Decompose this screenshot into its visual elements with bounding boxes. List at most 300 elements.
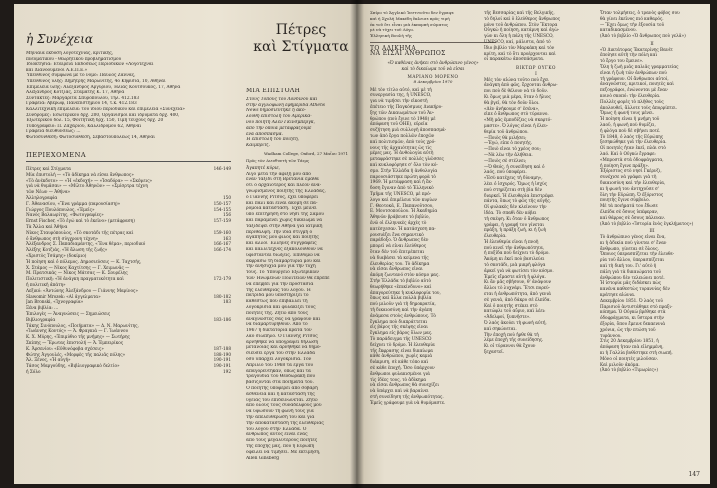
toc-entry-title: Κ. Χ. Μύρης, «Ἐπιμύθιο τῆς μνήμης» — Σωτήρης (26, 334, 130, 340)
article-intro-line: ἀπὸ τὴν ὁποία μεταφράζουμε (246, 125, 312, 131)
col3-body1-line: ἐλπίδα σὲ ὅσους ὑπέφεραν, (600, 209, 659, 214)
publisher-info (26, 51, 231, 141)
toc-entry-pages: 150-157 (213, 200, 231, 206)
publisher-line: Καλλιτεχνικὴ ἐπιμέλεια: τοῦ ἴδιου περιοδικοῦ καὶ ἐπιμέλεια «Συνέχεια» (26, 106, 185, 112)
col1-body-line: νὰ διαβάσει τὰ κείμενα τῆς (370, 254, 429, 260)
col1-body-line: λογο καὶ ἐπιμέλεια τῶν κυρίων (370, 196, 437, 202)
article-body-line: ἀναγνῶστες σας νὰ γράψουν καὶ (246, 316, 321, 322)
toc-entry-title: Βιβλιογραφία (26, 316, 56, 322)
publisher-line: Τυπογραφεῖο: Π. Ζαχαρίου, Καλλιδρόμου 62, Ἀθῆναι (26, 123, 142, 129)
toc-entry-pages: 192 (223, 368, 231, 374)
article-body-line: τὴν ἀνησυχία μου γιὰ τὴν τύχη (246, 264, 316, 270)
col1-body-line: Ἐμεῖς γράφουμε γιὰ νὰ θυμόμαστε. (370, 399, 446, 405)
col2-top-line: Οὐγκὼ ἡ ποίηση, κατάρνη καὶ ἀγὼ- (484, 27, 560, 33)
article-body-line: ἀγαπητός μου φίλος καὶ ποιητὴς (246, 235, 319, 241)
col3-body1-line: Μὲ τὰ ποιήματά του ἔδωσε (600, 203, 658, 209)
article-letter (246, 88, 348, 461)
article-body-line: ποιητές της. Ζητῶ ἀπὸ τοὺς (246, 310, 308, 316)
article-intro-line: νοῦ ποιητῆ Ἄλεν Γκίνσμπεργκ, (246, 119, 316, 125)
article-intro-line: Στοὺς Τόπους τοῦ Λονδίνου καὶ (246, 96, 318, 102)
col1-body-line: Γ. Θεοτοκᾶ, Ε. Παπανοῦτσου, (370, 202, 434, 208)
article-body-line: ἀπαγορεύτηκαν, ὅπως καὶ τὰ (246, 368, 312, 374)
col1-body-line: ἐνῶ οἱ ἑλληνικὲς ἀρχὲς τὸ (370, 220, 427, 226)
col3-body-2 (600, 234, 704, 373)
col2-body-line: Κι οἱ τύραννοι θὰ ἔχουν (484, 343, 536, 349)
col2-body-line: ἡ πυξίδα ποὺ δείχνει τὸ δρόμο. (484, 250, 550, 256)
col2-body-line: λέει ὁ ἰσχυρός. Ὅμως ἡ ἰσχὺς (484, 180, 548, 186)
col1-body-line: εἰς βάρος τῆς σκέψης εἶναι (370, 324, 428, 330)
toc-entry-pages: 150 (223, 194, 231, 200)
col2-body-line: —Ὁ Θεός, ἡ συνείδηση καὶ ὁ (484, 163, 545, 169)
right-column-3 (600, 10, 704, 373)
article-body-line: Ὁ ποιητὴς ὑποφέρει ἀπὸ σοβαρὴ (246, 386, 318, 392)
article-body-line: τῶν Ἡνωμένων Πολιτειῶν θὰ ἔπρεπε (246, 275, 330, 281)
magazine-title: ἡ Συνέχεια (26, 32, 94, 46)
left-page (14, 4, 356, 484)
article-recipient: Πρὸς τὸν Διευθυντὴ τῶν Τάιμς (246, 158, 310, 164)
col2-body-line: «Μὴ μᾶς ἐμποδίζεις νὰ σκεφτό- (484, 117, 552, 123)
toc-entry-title: Λεξικό: «Ἀντώνης Ἀλεξάνδρου — Γιάννης Μαρίνος» (26, 287, 138, 293)
article-body-line: ὅτι ὁ ἀρχαιότερος καὶ πλέον ἀνα- (246, 183, 322, 189)
col1-body-line: στὴ συνείδηση τῆς ἀνθρωπότητας. (370, 393, 444, 399)
toc-entry-pages: 172-179 (213, 276, 231, 282)
toc-entry-pages: 166-174 (213, 247, 231, 253)
article-body-line: νὰ ὑψώσουν τὴ φωνή τους γιὰ (246, 409, 314, 415)
col1-body-line: ἀκόμη ζωντανό στὸν κόσμο μας. (370, 272, 440, 278)
article-intro-line: Καὶμπριτζ. (246, 143, 271, 149)
col1-body-line: θρώπου (ποὺ ἔγινε τὸ 1948) μὲ (370, 115, 436, 121)
toc-entry-title: Γιώργος Πουλόπουλος, «Ἐμεῖς» (26, 206, 95, 212)
right-page (356, 4, 710, 484)
publisher-line: Ἰδιοκτησία: Ἑταιρεία Ἐκδόσεως Περιοδικῶν «Λογοτέχναι (26, 62, 154, 68)
col3-top-line: (Ἀπὸ τὸ βιβλίο «Ὁ ἄνθρωπος ποὺ γελᾶ») (600, 33, 686, 39)
toc-entry-title: Ἀλ. Ξένος, «Ἡ αὐγή» (26, 357, 71, 363)
col1-body-line: ἄνθρωποι φυλακισμένοι γιὰ (370, 370, 430, 376)
article-body-line: ὅσο ὑπάρχει λογοκρισία. Τὸν (246, 357, 312, 363)
toc-entry-pages: 180-182 (213, 293, 231, 299)
col2-body-line: Καὶ ὁ ποιητὴς στέκει στὸ (484, 302, 538, 308)
col1-dateline: 8 Δεκεμβρίου 1970 (413, 79, 453, 85)
article-body-line: Ἀπρίλιο τοῦ 1968 τὰ ἔργα του (246, 362, 314, 368)
publisher-line: Ὑπεύθυνος σύμφωνα μὲ τὸ νόμο: Παῦλος Ζάννας, (26, 73, 136, 79)
col3-body-1 (600, 47, 704, 227)
article-body-line: σιεύσει ἔργα του στὴν Ἑλλάδα (246, 351, 316, 357)
col1-author: ΜΑΡΙΑΝΟ ΜΟΡΕΝΟ (407, 73, 459, 79)
col1-body-line: σμο. Στὴν Ἑλλάδα ἡ ἀνθολογία (370, 167, 438, 173)
book-gutter-shadow (350, 0, 364, 488)
col1-body-line: δοση ἔγιναν ἀπὸ τὸ Ἑλληνικὸ (370, 185, 434, 191)
col1-body-line: συνεργασία της, ἡ UNESCO, (370, 92, 432, 98)
col2-body-line: Κι ὅμως μιὰ μέρα, ὅταν ὁ ἥλιος (484, 93, 551, 99)
article-body-line: τὴν ἀποκατάσταση τῆς ἐλευθερίας (246, 420, 324, 426)
publisher-line: καὶ Διανοούμενοι Α.Ε.Π.Ε.» (26, 67, 88, 73)
col1-quote-line: καὶ τὸ δικαίωμα τοῦ νὰ εἶσαι (401, 65, 465, 71)
col2-body-line: πράξη, ἡ πράξη ζωή, κι ἡ ζωὴ (484, 227, 547, 233)
col1-body-line: νὰ ὑπάρχει καὶ νὰ βαραίνει (370, 388, 429, 394)
col3-top-line: καταδικασμένου. (600, 27, 637, 33)
col1-body-line: ποὺ μιλοῦν γιὰ τὴ δημοκρατία, (370, 301, 436, 307)
article-body-line: τῆς ἐποχῆς μας, ποὺ ἡ Εὐρώπη (246, 444, 315, 450)
article-body-line: νὰ διαμαρτυρηθοῦν. Ἀπὸ τὸ (246, 322, 308, 328)
col1-body-line: ἔγκλημα ποὺ διαπράττεται (370, 318, 428, 324)
article-body-line: τους. Τὸ Ὑπουργεῖο Ἐξωτερικῶν (246, 270, 319, 276)
col1-body-line: ἔγκλημα εἰς βάρος ὅλων μας. (370, 330, 433, 336)
col1-body-line: ἀνάμεσα στοὺς ἀνθρώπους. Τὸ (370, 312, 436, 318)
col2-body-line: —Ποιὸς θὰ μιλήσει; (484, 134, 527, 140)
article-place-date: Wadham College, Oxford, 27 Μαΐου 1971 (263, 150, 348, 156)
toc-entry-title: Νανὸς Βαλαωρίτης, «Φωτογραφίες» (26, 212, 104, 218)
article-body-line: ταξιδέψει στὴν Ἀθήνα γιὰ ἰατρική (246, 223, 323, 229)
col1-body (370, 87, 496, 406)
col3-body2-line: Ἡ ἱστορία μᾶς διδάσκει πὼς (600, 280, 661, 286)
col1-body-line: διάκριση, σὲ κάθε τόπο καὶ (370, 359, 429, 365)
col2-body-line: ποὺ κινεῖ τὴν ἀνθρωπότητα, (484, 244, 545, 250)
toc-entry-title: Νίκος Σταυρόπουλος, «Τὸ σκοτάδι τῆς πέτρας καὶ (26, 229, 134, 235)
col3-body2-line: ὁδοφράγματα, κι ὕστερα στὴν (600, 315, 664, 321)
article-body-line: πατρίδα μου ὑποστηρίζει τὸ (246, 293, 309, 299)
col2-body-line: Τὴν ἐποχὴ ποὺ ἦρθε θὰ τὴ (484, 331, 539, 337)
article-intro-line: Ἡ ἐπιστολή τοῦ ποιητῆ, (246, 137, 300, 143)
col1-body-line: μέρες μας. Ἡ ἀνθολογία αὐτὴ (370, 150, 434, 156)
col1-body-line: ὅταν δὲν τοῦ ἐπιτρέπεται (370, 249, 425, 254)
publisher-line: Ἐξωτερικοῦ δολ. 15, Φοιτητικὴ δρχ. 150, Τιμὴ τεύχους δρχ. 20 (26, 118, 164, 124)
article-body-line: καὶ παραμένει χωρὶς δικαίωμα νὰ (246, 217, 323, 223)
col1-body-line: ρουσιάζει ἕνα σημαντικὸ (370, 231, 424, 237)
toc-entry-title: Μία ἐπιστολή — «Τὸ ἀδίκημα νὰ εἶσαι ἄνθρωπος» (26, 171, 134, 177)
col1-body-line: τὴ δικαιοσύνη καὶ τὴν ἀγάπη (370, 306, 433, 312)
col3-body1-line: εἶναι ἡ ζωὴ τῶν ἀνθρώπων ποὺ (600, 69, 667, 75)
col1-body-line: τῆς ἔκφρασης εἶναι δικαίωμα (370, 347, 434, 353)
col1-top-line: καὶ ἡ Σχολὴ Μακέδη ἔκλεισε πρὸς τιμὴ (370, 15, 450, 21)
col3-body1-line: ἀναγνῶστες, κριτικοί, ποιητὲς καὶ (600, 81, 674, 87)
col1-body-line: ἐλευθερίας του. Τὸ ἀδίκημα (370, 260, 430, 266)
col2-top-line: οἱ παρακάτω ἀποσπάσματα. (484, 56, 545, 62)
col3-body1-line: ἐποίησε αὐτὴ τὴν πόλη καὶ (600, 52, 658, 58)
toc-entry-title: ὁ ἄνθρωπος στὴ σύγχρονη τέχνη» (26, 235, 99, 241)
col1-body-line: κατέσχεσαν. Ἡ κατάσχεση πα- (370, 225, 436, 231)
toc-entry-title: Σκίπης — Ἔρωτας ἐπιστολή — Ἀ. Ἐμπειρίκος (26, 339, 124, 345)
col2-body-line: Ἡ ἐλευθερία εἶναι ἡ πνοὴ (484, 238, 539, 244)
col2-body (484, 77, 588, 355)
col3-body2-line: ἀπόφαση ἦταν πιὰ εἰλημμένη, (600, 344, 664, 350)
publisher-line: Συντάκτες: Μαργαρίτα Σπυροπούλου, Τηλ. 412.183 (26, 95, 140, 101)
col1-body-line: Ἀθηνῶν βράβευσε τὸ βιβλίο, (370, 214, 430, 220)
article-salutation: Ἀγαπητέ κύριε, (246, 165, 281, 171)
col1-body-line: σὲ κάθε ἐποχή. Ὅσο ὑπάρχουν (370, 364, 435, 370)
col3-body2-line: ἀνθρώπου δὲν τελειώνει ποτέ. (600, 274, 665, 280)
article-body-line: τοῦ λόγου στὴν Ἑλλάδα. Ὁ (246, 426, 307, 432)
toc-entry-title: «Ἰωάννης Κοντός» — Ἀ. Φραγκιά — Γ. Ἰωάννου (26, 328, 129, 334)
col1-quote (370, 60, 496, 72)
col2-top-text (484, 10, 588, 62)
toc-entry (26, 369, 231, 375)
divider (370, 42, 496, 43)
col2-top-line: τῆς Βεσσαρίας καὶ τῆς Βελγικῆς, (484, 10, 555, 15)
article-body-line: λαὸ σιωπηλό. Ὁ Γιάννης Ρίτσος (246, 333, 318, 339)
col3-body2-line: κανένα καθεστὼς τυραννίας δὲν (600, 286, 670, 292)
col2-body-line: Οἱ φυλακὲς δὲν κλείνουν τὴν (484, 204, 547, 210)
col3-body2-line: κόπημα. Ὁ Οὐγκὼ βρέθηκε στὰ (600, 309, 666, 315)
toc-entry-title: τῶν Νέων — Ἀθήνα» (26, 189, 71, 195)
toc-entry-pages: 157-159 (213, 218, 231, 224)
publisher-line: Φωτοσύνθεση: Φωτοσύνθεση, Σεβαστουπόλεως 14, Ἀθῆναι (26, 134, 155, 140)
right-column-1 (370, 10, 496, 406)
col1-top-line: Σπίρο τὸ Ἀγγλικὸ Ἰνστιτοῦτο δεν ἔγραψε (370, 10, 454, 15)
article-body (246, 172, 348, 462)
col2-body-line: ἰδέα. Τὸ σπαθὶ δὲν κόβει (484, 209, 537, 215)
page-title-line: Πέτρες (275, 22, 327, 38)
col3-body1-line: ποιητὴς ἔγινε σύμβολο. (600, 197, 650, 203)
col1-body-line: ξης τῶν Δικαιωμάτων τοῦ Ἀν- (370, 109, 435, 115)
article-body-line: ὑφίστανται διώξεις. Ἐπιθυμῶ νὰ (246, 252, 320, 258)
col2-body-line: ξεχαστεῖ. (484, 349, 505, 355)
article-body-line: ἕναν ταξίδι στὴ Βρετανία ἔμαθα (246, 177, 319, 183)
toc-entry-pages: 166-167 (213, 241, 231, 247)
col2-body-line: εἶπε ὁ ἄνθρωπος στὸ τύραννο. (484, 111, 549, 117)
col3-body1-line: ἡ φλόγα ποὺ δὲ σβήνει ποτέ. (600, 127, 661, 133)
col3-body1-line: «Μπροστὰ στὰ ὁδοφράγματα, (600, 156, 664, 162)
col3-body1-line: Ὅμως ἡ φωνή τους μένει. (600, 110, 655, 116)
article-body-line: λογοκρισία καὶ φυλακίζει τοὺς (246, 304, 316, 310)
col2-body-line: «Δὲν ἀνήκουμε σ' ἐσένα», (484, 105, 540, 111)
toc-entry-title: Μ. Πρατσικάς — Νίκος Μάτσας — Κ. Σουρέλης (26, 270, 128, 276)
col2-body-line: —Νὰ λέω τὴν ἀλήθεια. (484, 151, 533, 157)
article-intro (246, 97, 348, 149)
col1-body-line: μεταφράστηκε σὲ πολλὲς γλῶσσες (370, 156, 444, 162)
col2-top-line: κρίτη, καὶ τὸ ὅτι προέρχονται καὶ (484, 50, 556, 56)
col3-body2-line: Ὅποιος ὑπερασπίζεται τὴν ἐλευθε- (600, 251, 675, 257)
toc-entry-title: Ἀλληλογραφία (26, 194, 58, 200)
col2-body-line: τὸ σκοτάδι, μιὰ μικρὴ φλόγα (484, 262, 546, 268)
col3-body1-line: «Ὁ Δικτάτορας Ἐκατερίνης Βανέτ (600, 46, 673, 52)
col2-body-line: Ὁ λαὸς ἀκούει τὴ φωνὴ αὐτή, (484, 320, 547, 326)
toc-entry-title: Γ. Ἀθανασίου, «Ἕνα γράμμα (παρουσίαση)» (26, 200, 121, 206)
col1-body-line: νὰ εἶσαι ἄνθρωπος εἶναι (370, 266, 423, 272)
col3-top-line: — Ἔχει ὅμως τὴν ἐξουσία τοῦ (600, 21, 665, 27)
col1-quote-line: «Ὁ καθένας ἀνήκει στὸ ἀνθρώπινο γένος» (387, 59, 479, 65)
toc-heading: ΠΕΡΙΕΧΟΜΕΝΑ (26, 151, 231, 162)
col1-body-line: νὰ εἶσαι ἄνθρωπος θὰ συνεχίζει (370, 382, 439, 388)
toc-entry-title: γιὰ νὰ θυμᾶσαι» — «Μίλτο Ἀθηνῶν» — «Σμίσρτρα τέχνη (26, 183, 148, 189)
toc-entry-title: ἡ Σόλο (26, 368, 41, 374)
col1-body-line: καὶ κυκλοφόρησε σ' ὅλο τὸν κό- (370, 162, 438, 168)
toc-entry-title: Πέτρες καὶ Στίγματα (26, 166, 71, 171)
col2-body-line: τὴ σκέψη. Κι ὅταν ὁ ἄνθρωπος (484, 215, 550, 221)
toc-entry-pages: 183-186 (213, 316, 231, 322)
col2-top-line: γὼν κι ὅλη ἡ πάλη τῆς UNESCO, (484, 33, 554, 39)
publisher-line: Ὑπεύθυνος ὕλης: Δημήτρης Μαρωνίτης, 4ο Κηφισιά, 10, Ἀθῆναι (26, 78, 166, 84)
page-title (246, 22, 356, 56)
article-body-line: τὴν ἀπελευθέρωσή του καὶ γιὰ (246, 415, 315, 421)
col1-top-line: ἐκ τοῦ ὅτι εἶναι μιὰ ἐκπομπὴ σώματος (370, 21, 449, 27)
publisher-line: Γραφεῖα: Ἀβέρωφ, Πανεπιστημίου 14, τ.κ. 412.183 (26, 101, 137, 107)
col3-body1-line: τὴ γράφουν. Οἱ ἄνθρωποι αὐτοί, (600, 75, 669, 81)
article-body-line: γνωρισμένος ποιητής τῆς Ἑλλάδας, (246, 188, 326, 194)
article-body-line: ἄνθρωπος αὐτὸς εἶναι ἕνας (246, 432, 308, 438)
article-body-line: καὶ ἄλλοι Ἕλληνες συγγραφεῖς (246, 241, 317, 247)
publisher-line: Μηνιαία ἔκδοση λογοτεχνίας, κριτικῆς, (26, 51, 114, 56)
col2-body-line: —Ποιὸ εἶναι τὸ χρέος σου; (484, 146, 541, 152)
col1-body-line: μπορεῖ νὰ εἶναι ἐλεύθερος (370, 243, 427, 249)
col3-body2-line: Τὸ ἀνθρώπινο γένος εἶναι ἕνα, (600, 234, 666, 240)
col2-body-line: ἐλευθερία. (484, 233, 507, 239)
col3-section-2: III (649, 228, 655, 234)
toc-entry-title: Ἀλέξης Κοτζιάς, «Ἡ ἅλωση τῆς ζωῆς» (26, 247, 108, 253)
toc-entry-title: Ξένα βιβλία: ... (26, 305, 59, 311)
col3-body2-line: Μόνο οἱ ποιητὲς μιλοῦσαν. (600, 355, 659, 361)
col2-body-line: ἀνάγκη ἀπὸ φῶς, ἔρχονται ἄνθρω- (484, 82, 558, 88)
col3-body1-line: Οἱ ποιητὲς ἦταν ἐκεῖ, πλάι στὸ (600, 145, 666, 151)
toc-entry-title: Ἀλέξανδρος Σ. Παπαδιαμάντης, «Ἕνα θέμα», περιοδικό (26, 241, 146, 247)
publisher-line: πνευματικοῦ - θεωρητικοῦ προβληματισμοῦ (26, 56, 122, 62)
col3-body1-line: Ὅλη ἡ ζωὴ μιᾶς παλιᾶς γραμματείας (600, 64, 679, 70)
toc-entry-title: Φώτης Ἀγγουλές, «Μορφὲς τῆς παλιᾶς πόλης» (26, 351, 126, 357)
article-body-line: ἀσθένεια καὶ ἡ κατάσταση τῆς (246, 391, 315, 397)
col3-body1-line: δικαιοσύνη καὶ τὴν ἐλευθερία, (600, 180, 666, 186)
toc-entry-title: «Χριστὸς Τσάμης» (δοκίμιο) (26, 252, 87, 258)
article-body-line: ὁ Γιάννης Ρίτσος, ἔχει ὑποφέρει (246, 194, 319, 200)
toc-entry-title: Τὰ Ἄλλα καὶ Ἀθήνα (26, 223, 68, 229)
article-body-line: ὀφείλει νὰ τιμήσει. Μὲ ἐκτίμηση, (246, 449, 321, 455)
col3-body2-line: τυράννου. (600, 332, 622, 338)
article-body-line: ἀπὸ ὅλους τοὺς συναδέλφους μου (246, 403, 322, 409)
toc-entry-title: Χ. Στάμος — Νίκος Καχτίτσης — Γ. Χειμωνᾶς — (26, 264, 130, 270)
col3-body1-line: καὶ θάρρος σὲ ὅσους πάλευαν. (600, 214, 666, 220)
col1-heading-line: ΝΑ ΕΙΣΑΙ ΑΝΘΡΩΠΟΣ (370, 50, 446, 58)
toc-entry-pages: 154-155 (213, 206, 231, 212)
article-intro-line: ἕνα ἀπόσπασμα. (246, 131, 283, 137)
col3-body1-line: πεζογράφοι, ἑνώνονται μὲ ἕναν (600, 87, 668, 93)
toc-entry-title: Κ. Ἀρσενίου: «Εὐθυνόφοβα σχέσεις» (26, 345, 104, 351)
publisher-line: Ἀλέξανδρος Κοτζιάς, Σταμάτης Κ. 17, Ἀθήνα (26, 90, 125, 96)
toc-entry-pages: 146-149 (213, 166, 231, 171)
article-body-line: Allen Ginsberg (246, 455, 280, 461)
col3-body2-line: Παρισιοῦ ἀντιστάθηκε στὸ πραξι- (600, 303, 673, 309)
col1-body-line: θεωρήθηκε «ἐπικίνδυνο» καὶ (370, 283, 432, 289)
col1-body-line: Τμῆμα τῆς UNESCO, μὲ πρό- (370, 191, 432, 197)
article-body-line: ἀρνήθηκε νὰ ὑπογράψει δήλωση (246, 339, 319, 345)
col2-top-line: μόνο τοῦ ἀνθρώπου. Στὸν Ἕκτορα (484, 21, 558, 27)
col3-body1-line: λαοῦ, ἡ φωνὴ ποὺ θυμίζει, (600, 122, 656, 128)
article-body-line: καὶ πάλι καὶ εἶναι ἀκόμη σὲ πα- (246, 200, 318, 206)
col3-body1-line: Ἡ ποίηση εἶναι ἡ μνήμη τοῦ (600, 116, 660, 122)
col3-section-1: II (650, 40, 654, 46)
col2-body-line: Ἀκόμη κι ἐκεῖ ποὺ βασιλεύει (484, 256, 545, 262)
article-body-line: ἀπὸ τοὺς μεγαλύτερους ποιητὲς (246, 438, 318, 444)
article-intro-line: News δημοσιεύτηκε ἡ ἀκό- (246, 108, 307, 114)
col2-section: Ι (535, 70, 537, 76)
toc-entry-title: Τάσος Μαργούδης, «Βιβλιογραφικὸ δελτίο» (26, 363, 120, 369)
col2-body-line: κατώφλι τοῦ αὔριο, καὶ λέει: (484, 308, 546, 314)
col3-body1-line: συνέχισε νὰ γράφει γιὰ τὴ (600, 174, 657, 180)
right-column-2 (484, 10, 588, 355)
col3-body2-line: καὶ τὴ δική του. Γι' αὐτὸ ἡ (600, 263, 657, 269)
col2-body-line: ἄλλοι τὸ λυχνάρι. Ἔτσι πορεύ- (484, 285, 550, 291)
article-body-line: ὑπὸ ἐπιτήρηση στὸ νησὶ τῆς Σάμου (246, 212, 324, 218)
col3-body2-line: Στὶς 20 Δεκεμβρίου 1851, ἡ (600, 338, 659, 344)
article-intro-line: λουθη ἐπιστολή τοῦ Ἀμερικα- (246, 114, 312, 120)
col3-body1-line: Πολλὲς φορὲς τὸ πλῆθος τοὺς (600, 98, 664, 104)
col2-body-line: Ἐμεῖς εἴμαστε αὐτὴ ἡ φλόγα. (484, 273, 546, 279)
col1-body-line: τὶς ἰδέες τους, τὸ ἀδίκημα (370, 376, 427, 382)
col2-body-line: καὶ σηκώνεται. (484, 325, 517, 331)
toc-entry-pages: 190-191 (213, 363, 231, 369)
col1-body-line: νους τῆς ἀρχαιότητας ὡς τὶς (370, 144, 432, 150)
col2-body-line: —Ποιὸς σὲ στέλνει; (484, 157, 527, 163)
col1-body-line: δείχνει τὸ δρόμο. Ἡ ἐλευθερία (370, 341, 435, 347)
toc-entry-pages: 159-160 (213, 229, 231, 235)
page-number: 147 (688, 471, 700, 478)
col3-body1-line: λαό. Καὶ ὁ Οὐγκὼ ἔγραφε: (600, 151, 656, 157)
col3-body2-line: ἐξορία, ὅπου ἔμεινε δεκαεννιὰ (600, 321, 666, 327)
col2-body-line: «Ἀδελφοί, ξυπνῆστε». (484, 314, 531, 320)
col1-body-line: ἐπέτειο τῆς Παγκόσμιας Διακήρυ- (370, 104, 443, 110)
article-body-line: μετάνοιας καὶ ἀρνήθηκε νὰ δημο- (246, 345, 322, 351)
col2-body-line: —Ἐγώ, εἶπε ὁ ποιητής. (484, 140, 533, 146)
col1-top-text (370, 10, 496, 39)
col3-body1-line: Τὸ 1848, ὁ λαὸς τῆς Εὐρώπης (600, 133, 664, 139)
toc-entry-title: ἡ πολιτικὴ ἀπάτη» (26, 281, 66, 287)
toc-entry-title: Jan Bronski, «Ἰχνογραφία» (26, 299, 84, 305)
col3-body2-line: ρία τοῦ ἄλλου, ὑπερασπίζεται (600, 257, 665, 263)
col2-body-line: ἀρκεῖ γιὰ νὰ φωτίσει τὸν κόσμο. (484, 267, 554, 273)
col1-body-line: παράδοξο. Ὁ ἄνθρωπος δὲν (370, 237, 429, 243)
article-heading: ΜΙΑ ΕΠΙΣΤΟΛΗ (246, 88, 301, 94)
col2-author: ΒΙΚΤΩΡ ΟΥΓΚΟ (516, 65, 556, 71)
toc-entry-pages: 190-191 (213, 357, 231, 363)
col3-body2-line: Καὶ μιλοῦν ἀκόμα. (600, 361, 640, 367)
col3-body2-line: (Ἀπὸ τὸ βιβλίο «Τιμωρίες») (600, 367, 659, 373)
col2-body-line: «Ἐσὺ κατέχεις τὴ δύναμη», (484, 175, 543, 181)
col3-body1-line: κοινὸ σκοπό: τὴν ἐλευθερία. (600, 93, 661, 99)
article-intro-line: στὴν ἀγγλόφωνη ἐφημερίδα Athens (246, 102, 326, 108)
col1-body-line: καὶ πολιτισμῶν, ἀπὸ τοὺς χρό- (370, 138, 436, 144)
col2-body-line: ποι ποὺ δὲ θέλουν νὰ τὸ δοῦν. (484, 88, 549, 94)
toc-entry-pages: 188-190 (213, 351, 231, 357)
article-body-line: ρόμοια κατάσταση. Ἔχει μείνει (246, 206, 317, 212)
col1-body-line: παρουσιάστηκε πρώτη φορὰ τὸ (370, 173, 436, 179)
col3-body2-line: πάλη γιὰ τὰ δικαιώματα τοῦ (600, 268, 661, 274)
publisher-line: Ἐπιμέλεια ὕλης: Ἀλέξανδρος Ἀργυρίου, Ἠλίας Κουτσούκος, 17, Ἀθήνα (26, 84, 181, 90)
col2-body-line: Κι ἂν μᾶς σβήσουν, θ' ἀνάψουν (484, 279, 552, 285)
col2-body-line: διαρκεῖ. Ἡ ἐλευθερία ἐπιστρέφει (484, 192, 554, 198)
col1-heading (370, 46, 496, 57)
article-body-line: βασίζονται στὰ ποιήματά του. (246, 380, 314, 386)
col1-body-line: συζήτηση μιὰ συλλογὴ ἀποσπασμά- (370, 127, 447, 133)
col3-body2-line: ἄνθρωπο, γίνεται σὲ ὅλους. (600, 245, 660, 251)
col1-body-line: Στὴν Ἑλλάδα τὸ βιβλίο αὐτὸ (370, 277, 432, 283)
page-title-line: καὶ Στίγματα (253, 39, 349, 55)
col2-body-line: λέμε ἐποχὴ τῆς συνείδησης. (484, 337, 544, 343)
article-body-line: νὰ ἐπέμβει γιὰ τὴν προστασία (246, 281, 314, 287)
col3-body2-line: Δεκεμβρίου 1851. Ὁ λαὸς τοῦ (600, 297, 663, 303)
col2-body-line: ποὺ στηρίζεται στὴ βία δὲν (484, 186, 543, 192)
toc-entry-pages: 156 (223, 212, 231, 218)
col2-body-line: Μὲς τὸν αἰώνα τοῦτο ποὺ ἔχει (484, 76, 549, 82)
col1-body-line: Τὸ παράδειγμα τῆς UNESCO (370, 335, 432, 341)
toc-entry-pages: 187-188 (213, 345, 231, 351)
col3-top-line: Ὅταν τολμήσεις, ὁ τρανὸς φόβος σου (600, 10, 680, 15)
col2-body-line: γράφει, ἡ γραφή του γίνεται (484, 221, 544, 227)
col1-heading-line: ΤΟ ΑΔΙΚΗΜΑ (370, 44, 417, 52)
publisher-line: Συνδρομὲς: Ἐσωτερικοῦ δρχ. 200, Ὀργανισμοὶ καὶ ἰδρύματα δρχ. 400, (26, 112, 180, 118)
col2-body-line: λαός, ποὺ ὑποφέρει. (484, 169, 527, 175)
toc-entry-title: Πολιτιστικὴ: «Ἡ ἀνάγκη πραγματικότητα καὶ (26, 276, 124, 282)
article-body-line: καθεστὼς ποὺ ἐπιβάλλει τὴ (246, 299, 308, 305)
article-body-line: τραγούδια τοῦ Θεοδωράκη ποὺ (246, 374, 316, 380)
col2-body-line: θερία τοῦ ἀνθρώπου. (484, 128, 529, 134)
col2-body-line: εται ἡ ἀνθρωπότητα, ἀπὸ γενιὰ (484, 291, 551, 297)
